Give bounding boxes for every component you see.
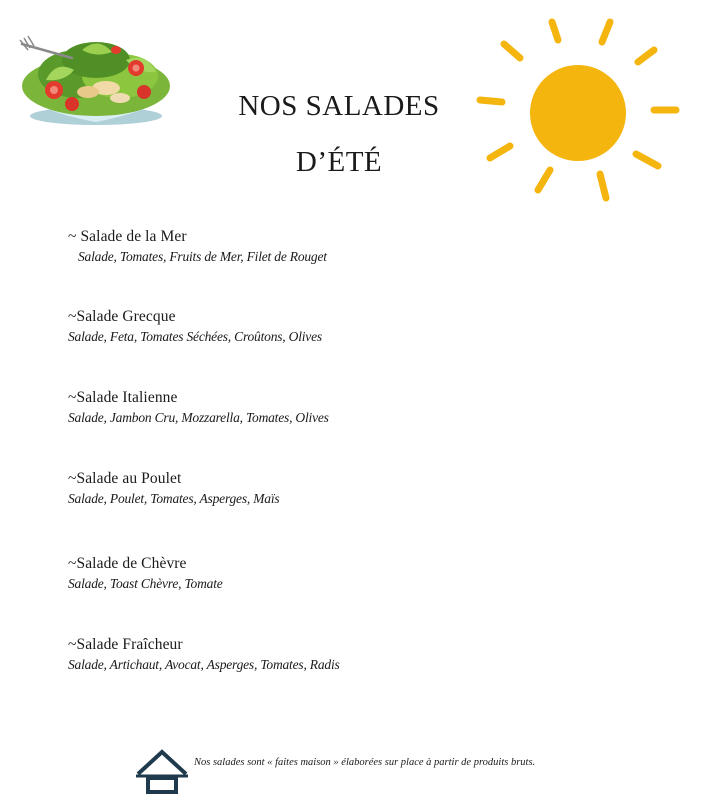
menu-item [68, 555, 588, 593]
menu-item [68, 389, 588, 427]
menu-item-name: ~Salade au Poulet [68, 470, 182, 487]
menu-item-description: Salade, Tomates, Fruits de Mer, Filet de Rouget [78, 249, 327, 264]
menu-item-description: Salade, Poulet, Tomates, Asperges, Maïs [68, 491, 280, 506]
house-icon [134, 748, 190, 796]
menu-item-name: ~Salade Fraîcheur [68, 636, 183, 653]
menu-item [68, 636, 588, 674]
menu-item-name: ~Salade de Chèvre [68, 555, 187, 572]
menu-item [68, 308, 588, 346]
menu-item-name: ~ Salade de la Mer [68, 228, 187, 245]
menu-item-description: Salade, Artichaut, Avocat, Asperges, Tomates, Radis [68, 657, 340, 672]
title-line-1: NOS SALADES [238, 90, 440, 122]
menu-item-description: Salade, Toast Chèvre, Tomate [68, 576, 223, 591]
menu-item [68, 228, 588, 266]
menu-item-name: ~Salade Italienne [68, 389, 178, 406]
title-line-2: D’ÉTÉ [295, 146, 383, 178]
menu-item-description: Salade, Feta, Tomates Séchées, Croûtons, Olives [68, 329, 322, 344]
footer-note [134, 748, 604, 798]
menu-item-name: ~Salade Grecque [68, 308, 176, 325]
footer-text: Nos salades sont « faites maison » élaborées sur place à partir de produits bruts. [194, 757, 536, 768]
menu-item-description: Salade, Jambon Cru, Mozzarella, Tomates, Olives [68, 410, 329, 425]
menu-item [68, 470, 588, 508]
